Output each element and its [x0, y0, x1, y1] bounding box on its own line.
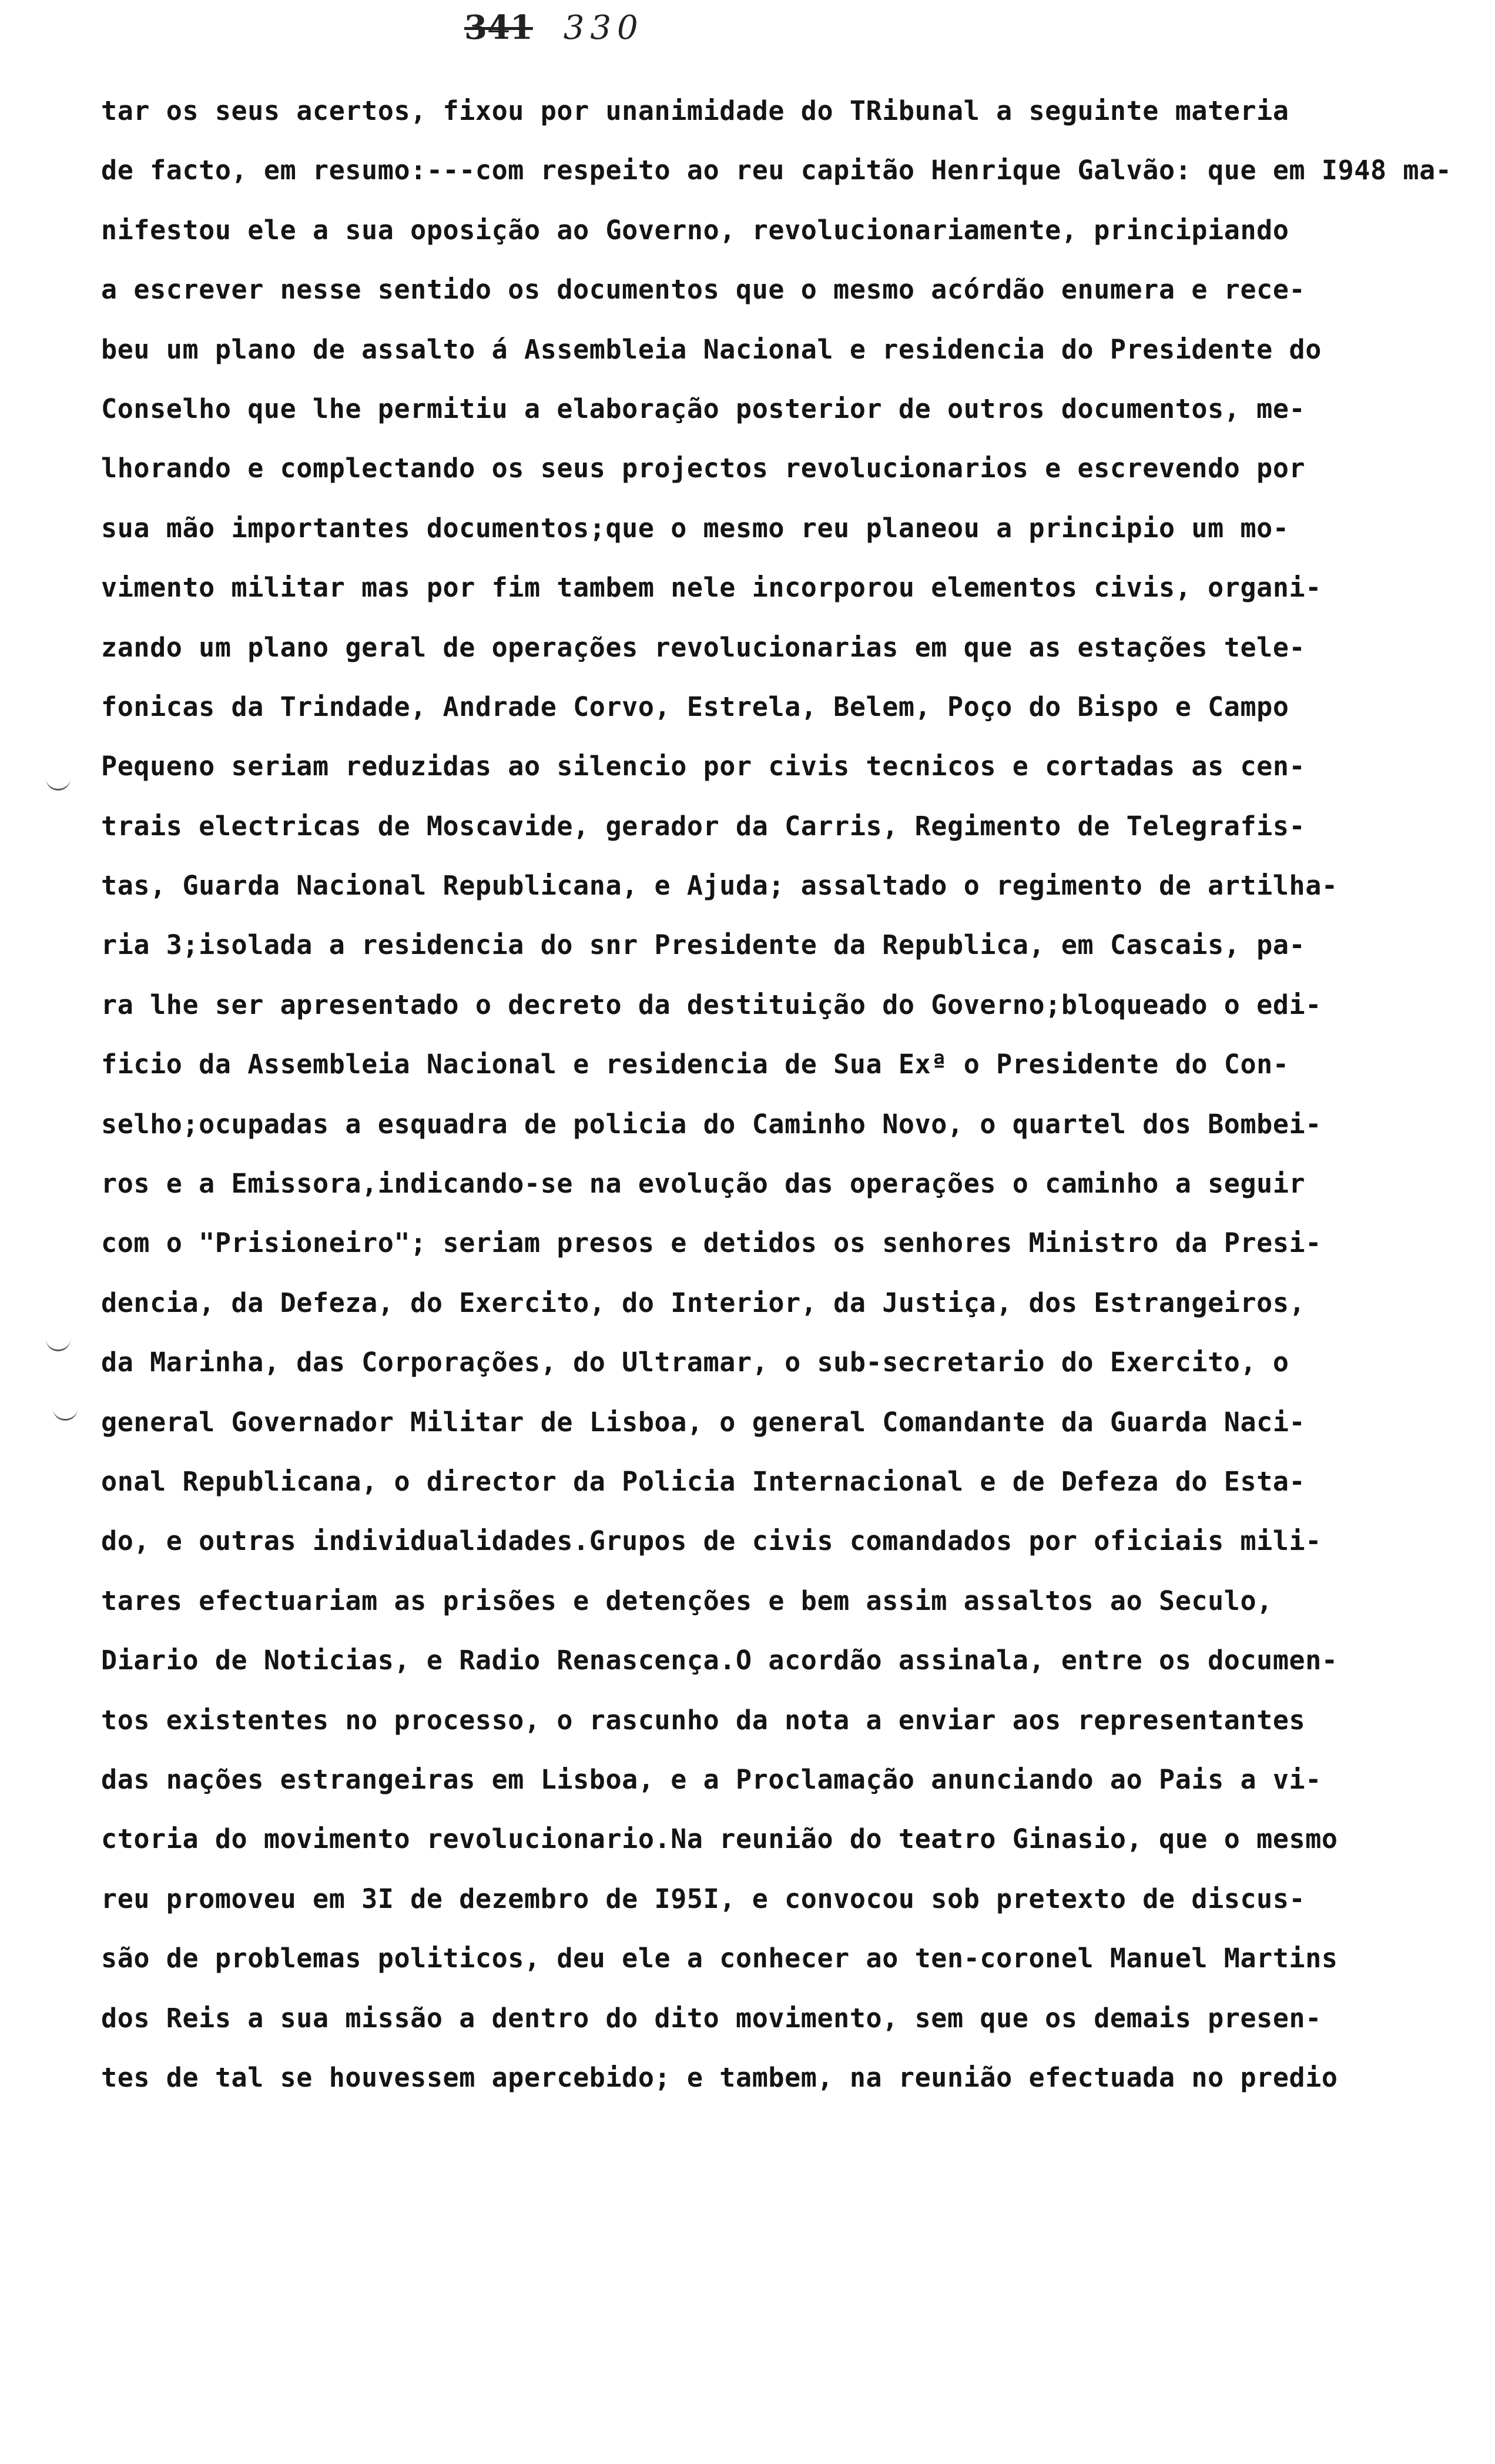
text-line: trais electricas de Moscavide, gerador da Carris, Regimento de Telegrafis- — [101, 810, 1306, 842]
text-line: tar os seus acertos, fixou por unanimidade do TRibunal a seguinte materia — [101, 95, 1289, 126]
text-line: onal Republicana, o director da Policia Internacional e de Defeza do Esta- — [101, 1465, 1306, 1497]
text-line: selho;ocupadas a esquadra de policia do Caminho Novo, o quartel dos Bombei- — [101, 1108, 1322, 1140]
text-line: lhorando e complectando os seus projectos revolucionarios e escrevendo por — [101, 453, 1306, 484]
text-line: Conselho que lhe permitiu a elaboração posterior de outros documentos, me- — [101, 393, 1306, 424]
text-line: dos Reis a sua missão a dentro do dito movimento, sem que os demais presen- — [101, 2002, 1322, 2034]
text-line: com o "Prisioneiro"; seriam presos e detidos os senhores Ministro da Presi- — [101, 1227, 1322, 1259]
document-body — [101, 81, 1453, 2107]
margin-mark — [46, 1335, 71, 1351]
text-line: ros e a Emissora,indicando-se na evolução das operações o caminho a seguir — [101, 1168, 1306, 1200]
text-line: ficio da Assembleia Nacional e residencia de Sua Exª o Presidente do Con- — [101, 1049, 1289, 1080]
text-line: tares efectuariam as prisões e detenções e bem assim assaltos ao Seculo, — [101, 1585, 1273, 1616]
margin-mark — [46, 775, 71, 791]
text-line: da Marinha, das Corporações, do Ultramar, o sub-secretario do Exercito, o — [101, 1347, 1289, 1378]
text-line: das nações estrangeiras em Lisboa, e a Proclamação anunciando ao Pais a vi- — [101, 1763, 1322, 1795]
page-number — [464, 8, 644, 47]
text-line: ria 3;isolada a residencia do snr Presidente da Republica, em Cascais, pa- — [101, 929, 1306, 961]
text-line: general Governador Militar de Lisboa, o general Comandante da Guarda Naci- — [101, 1406, 1306, 1438]
margin-mark — [53, 1405, 78, 1421]
text-line: ra lhe ser apresentado o decreto da destituição do Governo;bloqueado o edi- — [101, 989, 1322, 1020]
text-line: ctoria do movimento revolucionario.Na reunião do teatro Ginasio, que o mesmo — [101, 1823, 1338, 1855]
text-line: tas, Guarda Nacional Republicana, e Ajuda; assaltado o regimento de artilha- — [101, 870, 1338, 902]
struck-page-number: 341 — [464, 8, 533, 47]
text-line: sua mão importantes documentos;que o mesmo reu planeou a principio um mo- — [101, 512, 1289, 544]
text-line: fonicas da Trindade, Andrade Corvo, Estrela, Belem, Poço do Bispo e Campo — [101, 691, 1289, 722]
text-line: reu promoveu em 3I de dezembro de I95I, e convocou sob pretexto de discus- — [101, 1883, 1306, 1914]
text-line: Pequeno seriam reduzidas ao silencio por civis tecnicos e cortadas as cen- — [101, 751, 1306, 782]
text-line: do, e outras individualidades.Grupos de civis comandados por oficiais mili- — [101, 1525, 1322, 1557]
text-line: Diario de Noticias, e Radio Renascença.O acordão assinala, entre os documen- — [101, 1645, 1338, 1676]
handwritten-page-number: 330 — [563, 9, 644, 47]
text-line: de facto, em resumo:---com respeito ao reu capitão Henrique Galvão: que em I948 ma- — [101, 155, 1452, 186]
text-line: são de problemas politicos, deu ele a conhecer ao ten-coronel Manuel Martins — [101, 1943, 1338, 1974]
text-line: vimento militar mas por fim tambem nele incorporou elementos civis, organi- — [101, 572, 1322, 604]
text-line: dencia, da Defeza, do Exercito, do Interior, da Justiça, dos Estrangeiros, — [101, 1287, 1306, 1318]
text-line: beu um plano de assalto á Assembleia Nacional e residencia do Presidente do — [101, 333, 1322, 365]
text-line: tos existentes no processo, o rascunho da nota a enviar aos representantes — [101, 1704, 1306, 1736]
text-line: nifestou ele a sua oposição ao Governo, revolucionariamente, principiando — [101, 214, 1289, 246]
text-line: a escrever nesse sentido os documentos que o mesmo acórdão enumera e rece- — [101, 274, 1306, 306]
text-line: zando um plano geral de operações revolucionarias em que as estações tele- — [101, 631, 1306, 663]
text-line: tes de tal se houvessem apercebido; e tambem, na reunião efectuada no predio — [101, 2061, 1338, 2093]
